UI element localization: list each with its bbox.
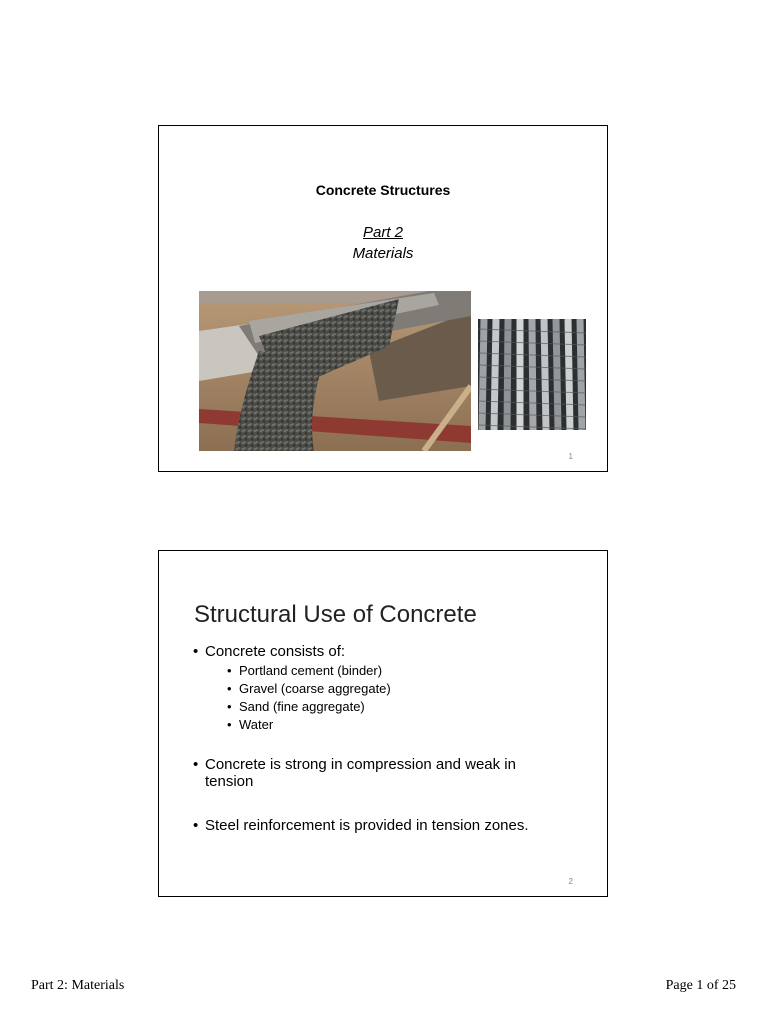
bullet-item xyxy=(193,817,593,834)
slide-title: Structural Use of Concrete xyxy=(194,601,477,628)
slide-2 xyxy=(158,550,608,897)
sub-bullet-item: • Water xyxy=(227,716,593,734)
sub-bullet-item: • Sand (fine aggregate) xyxy=(227,698,593,716)
slide-part: Part 2 xyxy=(362,224,404,241)
slide-number: 1 xyxy=(568,452,573,461)
footer-page-number: Page 1 of 25 xyxy=(665,978,736,993)
slide-title: Concrete Structures xyxy=(315,182,451,198)
sub-bullet-list xyxy=(227,662,593,734)
rebar-photo xyxy=(478,319,586,430)
slide-number: 2 xyxy=(568,877,573,886)
bullet-text: Concrete is strong in compression and weak in tension xyxy=(205,756,516,790)
bullet-list xyxy=(193,643,593,834)
slide-subtitle: Materials xyxy=(352,245,414,262)
bullet-item xyxy=(193,643,593,734)
bullet-text: Concrete consists of: xyxy=(205,643,346,660)
sub-bullet-item: • Gravel (coarse aggregate) xyxy=(227,680,593,698)
bullet-text: Steel reinforcement is provided in tension zones. xyxy=(205,817,529,834)
bullet-item xyxy=(193,756,555,790)
sub-bullet-item: • Portland cement (binder) xyxy=(227,662,593,680)
footer-document-title: Part 2: Materials xyxy=(31,978,125,993)
slide-1 xyxy=(158,125,608,472)
concrete-pour-photo xyxy=(199,291,471,451)
